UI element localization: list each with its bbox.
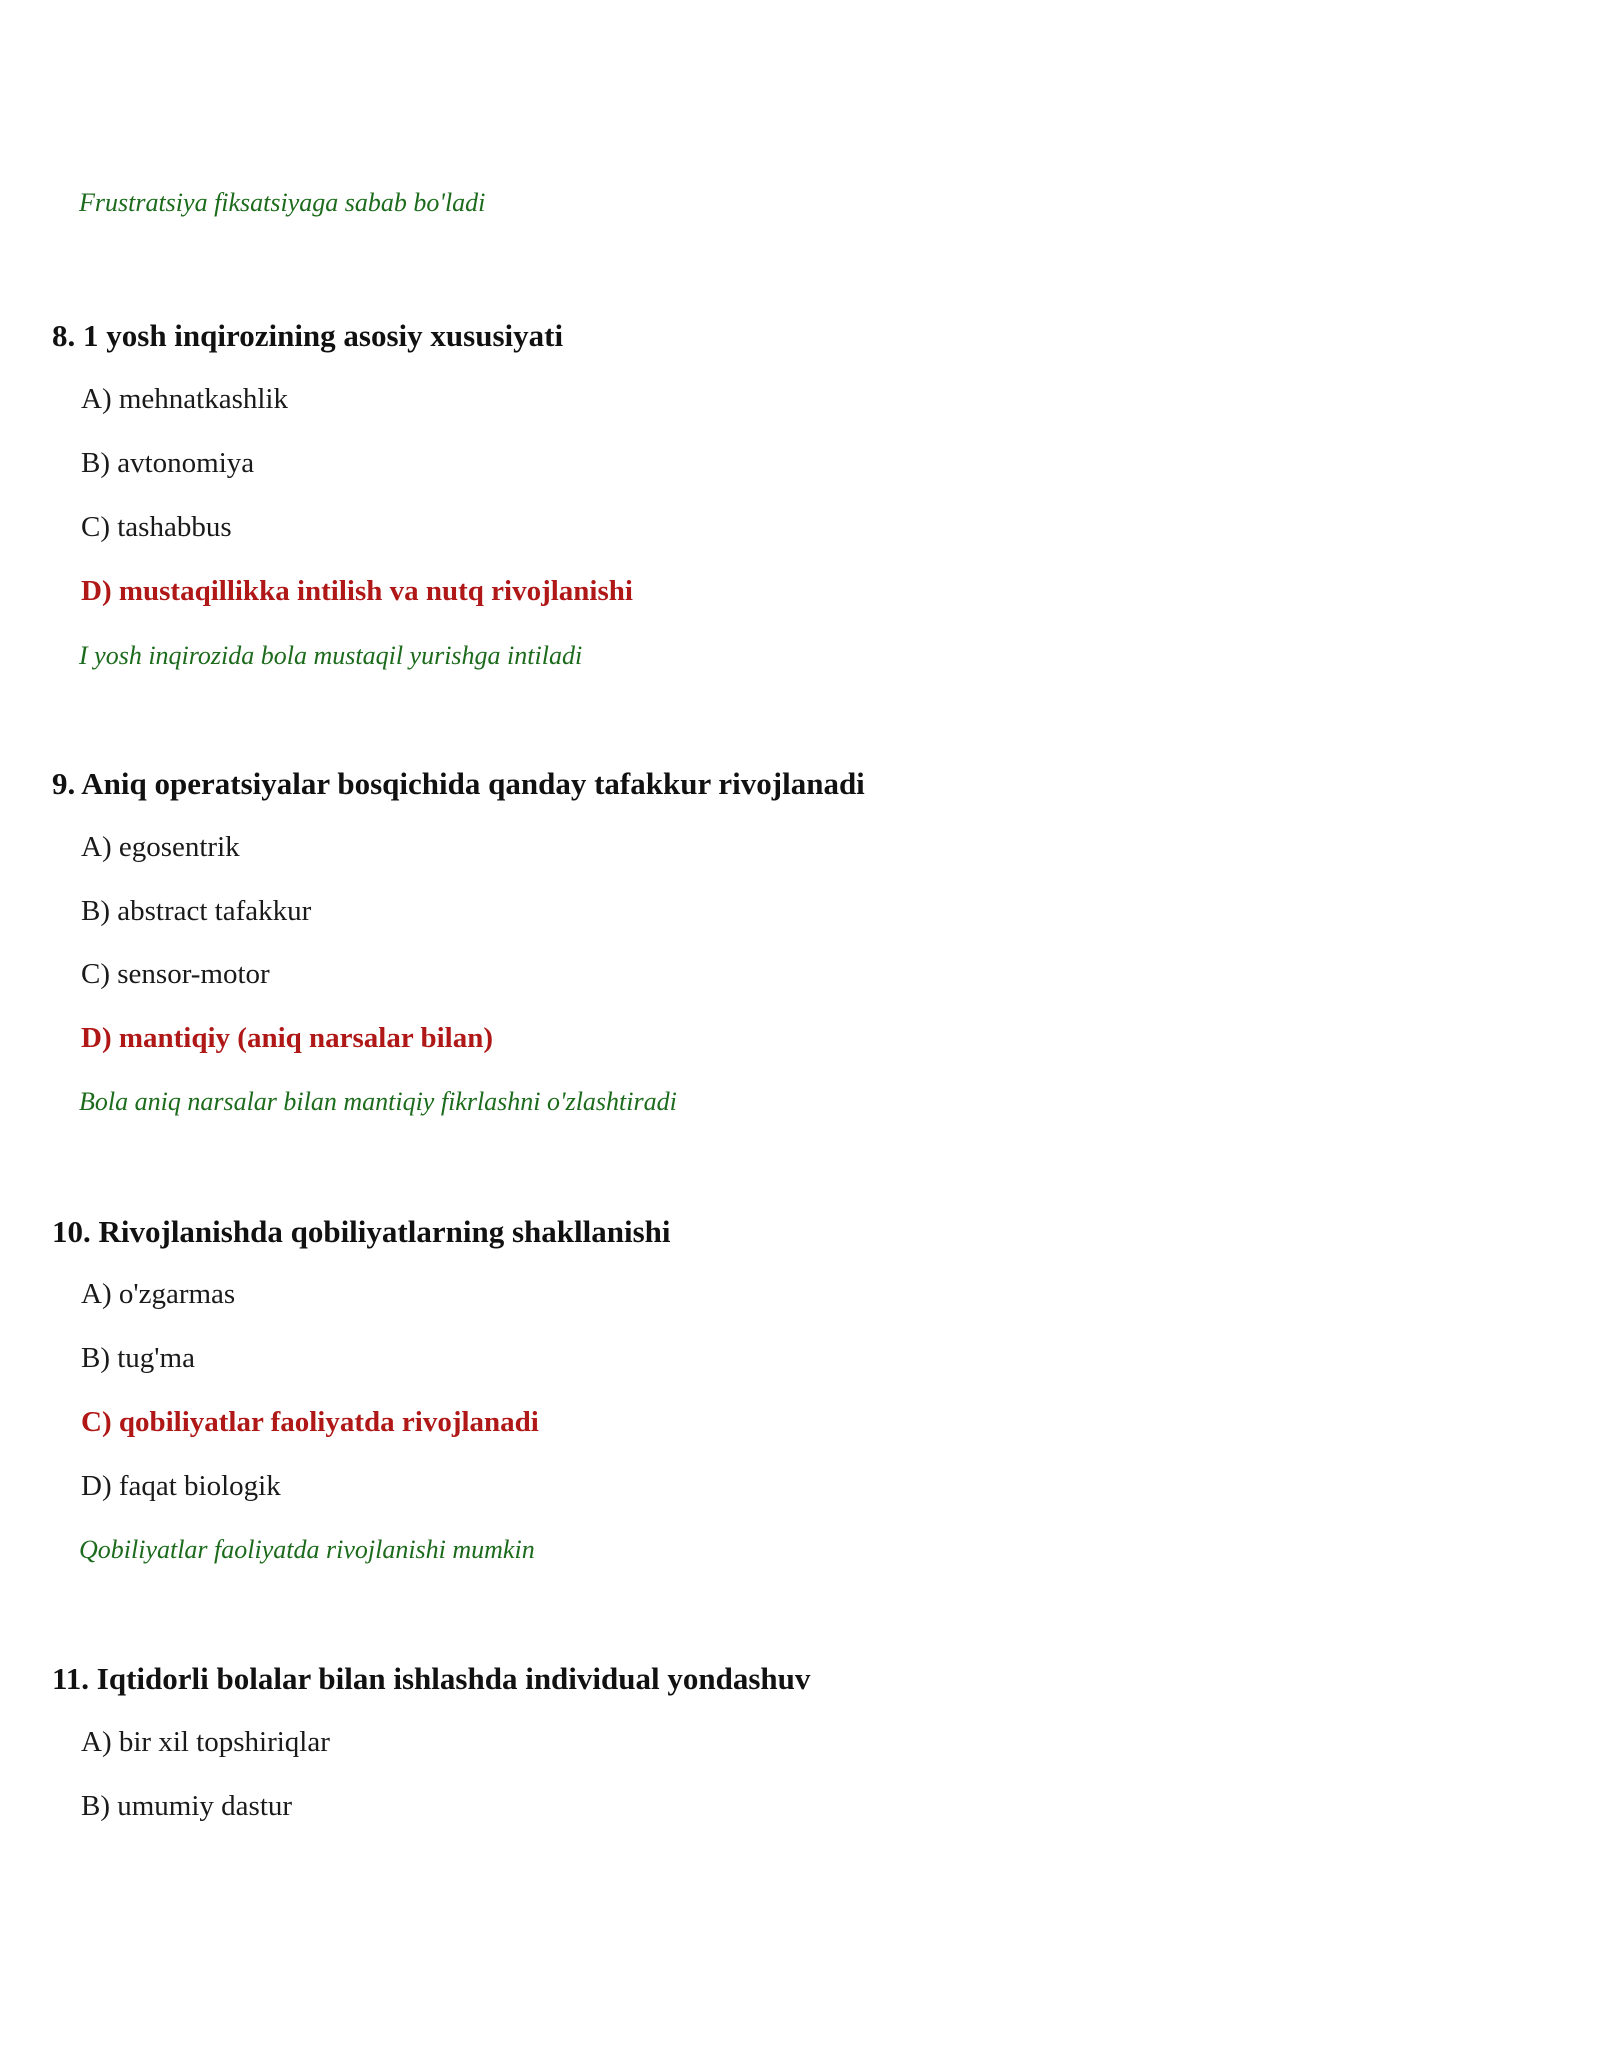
answer-option: B) abstract tafakkur xyxy=(81,895,312,927)
answer-option: A) o'zgarmas xyxy=(81,1278,236,1310)
correct-answer-option: D) mustaqillikka intilish va nutq rivojlanishi xyxy=(81,575,633,607)
answer-option: B) umumiy dastur xyxy=(81,1790,293,1822)
answer-option: D) faqat biologik xyxy=(81,1470,281,1502)
answer-option: B) avtonomiya xyxy=(81,447,255,479)
correct-answer-option: C) qobiliyatlar faoliyatda rivojlanadi xyxy=(81,1406,539,1438)
explanation-text: Bola aniq narsalar bilan mantiqiy fikrlashni o'zlashtiradi xyxy=(79,1087,677,1116)
question-title: 9. Aniq operatsiyalar bosqichida qanday tafakkur rivojlanadi xyxy=(52,766,865,801)
answer-option: B) tug'ma xyxy=(81,1342,195,1374)
answer-option: A) mehnatkashlik xyxy=(81,383,288,415)
answer-option: A) bir xil topshiriqlar xyxy=(81,1726,330,1758)
explanation-text: Frustratsiya fiksatsiyaga sabab bo'ladi xyxy=(79,188,486,217)
question-title: 11. Iqtidorli bolalar bilan ishlashda individual yondashuv xyxy=(52,1661,811,1696)
explanation-text: Qobiliyatlar faoliyatda rivojlanishi mumkin xyxy=(79,1535,535,1564)
answer-option: C) sensor-motor xyxy=(81,958,270,990)
answer-option: C) tashabbus xyxy=(81,511,232,543)
answer-option: A) egosentrik xyxy=(81,831,240,863)
correct-answer-option: D) mantiqiy (aniq narsalar bilan) xyxy=(81,1022,493,1054)
question-title: 8. 1 yosh inqirozining asosiy xususiyati xyxy=(52,318,564,353)
question-title: 10. Rivojlanishda qobiliyatlarning shakllanishi xyxy=(52,1214,671,1249)
explanation-text: I yosh inqirozida bola mustaqil yurishga intiladi xyxy=(79,641,583,670)
